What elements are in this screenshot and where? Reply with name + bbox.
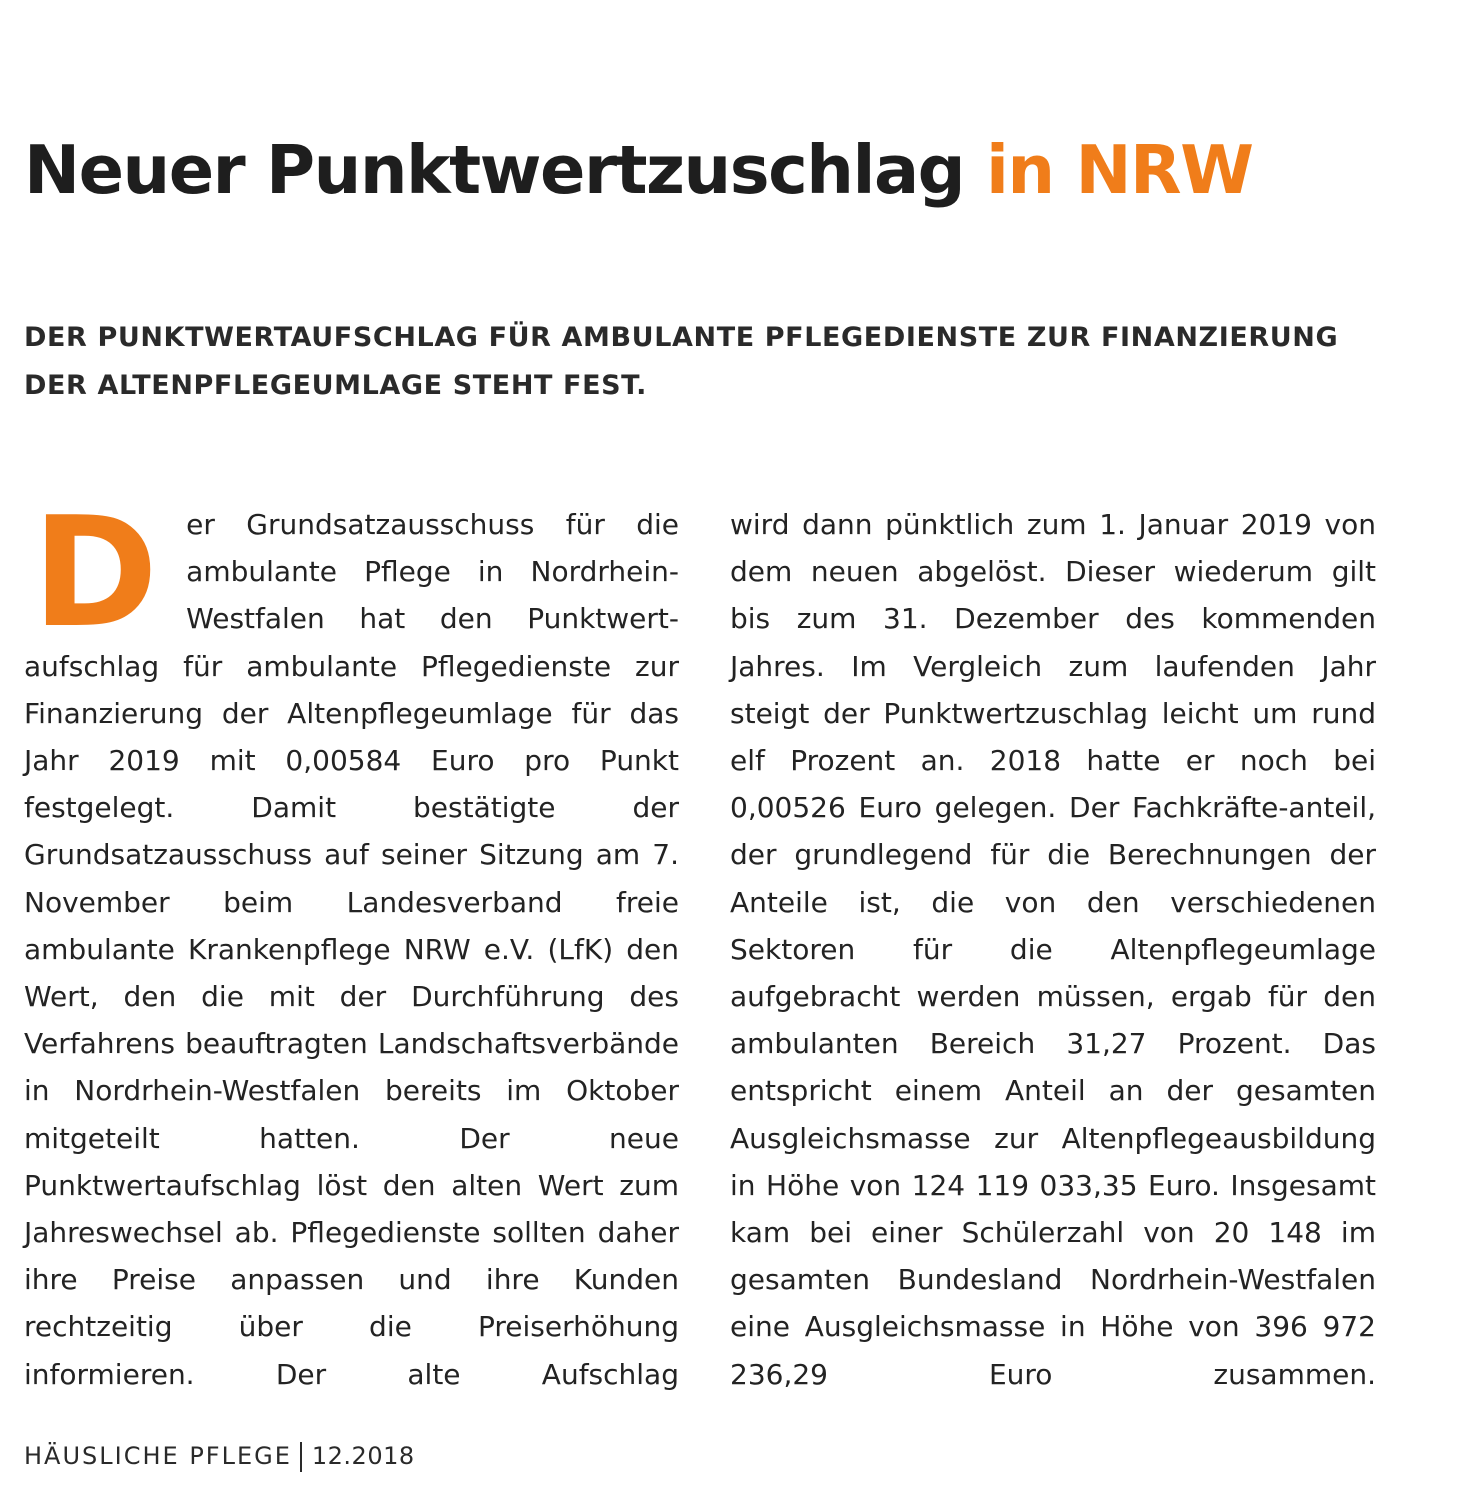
footer-separator xyxy=(300,1442,302,1472)
article-headline xyxy=(24,130,1253,210)
page-footer xyxy=(24,1442,415,1472)
body-column-left xyxy=(24,484,679,1398)
drop-cap: D xyxy=(32,484,159,661)
headline-accent: in NRW xyxy=(985,131,1253,209)
article-lead: DER PUNKTWERTAUFSCHLAG FÜR AMBULANTE PFLEGEDIENSTE ZUR FINANZIERUNG DER ALTENPFLEGEUMLAGE STEHT FEST. xyxy=(24,322,1339,401)
headline-main: Neuer Punktwertzuschlag xyxy=(24,131,965,209)
footer-magazine-name: HÄUSLICHE PFLEGE xyxy=(24,1442,292,1470)
body-text-left: er Grundsatzausschuss für die ambulante Pflege in Nordrhein-Westfalen hat den Punktwert-aufschlag für ambulante Pflegedienste zur Finanzierung der Altenpflegeumlage für das Jahr 2019 mit 0,00584 Euro pro Punkt festgelegt. Damit bestätigte der Grundsatzausschuss auf seiner Sitzung am 7. November beim Landesverband freie ambulante Krankenpflege NRW e.V. (LfK) den Wert, den die mit der Durchführung des Verfahrens beauftragten Landschaftsverbände in Nordrhein-Westfalen bereits im Oktober mitgeteilt hatten. Der neue Punktwertaufschlag löst den alten Wert zum Jahreswechsel ab. Pflegedienste sollten daher ihre Preise anpassen und ihre Kunden rechtzeitig über die Preiserhöhung informieren. Der alte Aufschlag xyxy=(24,508,679,1391)
footer-issue: 12.2018 xyxy=(311,1442,415,1470)
body-text-right: wird dann pünktlich zum 1. Januar 2019 von dem neuen abgelöst. Dieser wiederum gilt bis zum 31. Dezember des kommenden Jahres. Im Vergleich zum laufenden Jahr steigt der Punktwertzuschlag leicht um rund elf Prozent an. 2018 hatte er noch bei 0,00526 Euro gelegen. Der Fachkräfte-anteil, der grundlegend für die Berechnungen der Anteile ist, die von den verschiedenen Sektoren für die Altenpflegeumlage aufgebracht werden müssen, ergab für den ambulanten Bereich 31,27 Prozent. Das entspricht einem Anteil an der gesamten Ausgleichsmasse zur Altenpflegeausbildung in Höhe von 124 119 033,35 Euro. Insgesamt kam bei einer Schülerzahl von 20 148 im gesamten Bundesland Nordrhein-Westfalen eine Ausgleichsmasse in Höhe von 396 972 236,29 Euro zusammen. xyxy=(730,508,1376,1391)
body-column-right xyxy=(730,501,1376,1398)
